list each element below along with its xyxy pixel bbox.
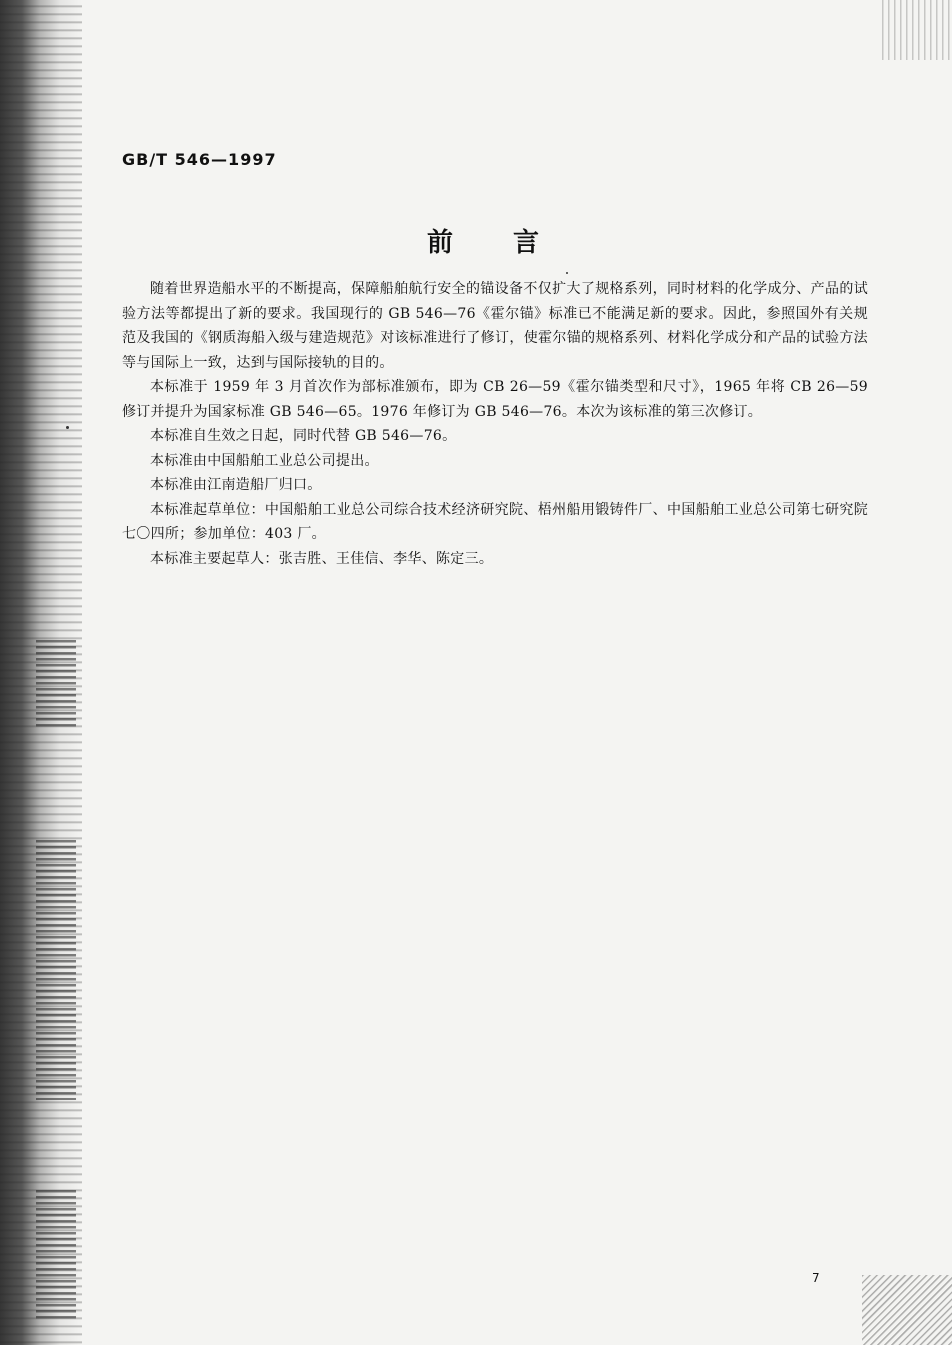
page-title: 前言 xyxy=(426,228,599,258)
page-number: 7 xyxy=(812,1271,820,1285)
paragraph: 随着世界造船水平的不断提高，保障船舶航行安全的锚设备不仅扩大了规格系列，同时材料的化学成分、产品的试验方法等都提出了新的要求。我国现行的 GB 546—76《霍尔锚》标准已不能满足新的要求。因此，参照国外有关规范及我国的《钢质海船入级与建造规范》对该标准进行了修订，使霍尔锚的规格系列、材料化学成分和产品的试验方法等与国际上一致，达到与国际接轨的目的。 xyxy=(122,281,868,371)
paragraph: 本标准主要起草人：张吉胜、王佳信、李华、陈定三。 xyxy=(150,550,494,567)
scan-noise xyxy=(882,0,952,60)
paragraph: 本标准起草单位：中国船舶工业总公司综合技术经济研究院、梧州船用锻铸件厂、中国船舶工业总公司第七研究院七〇四所；参加单位：403 厂。 xyxy=(122,501,868,542)
document-body xyxy=(122,277,868,571)
document-code: GB/T 546—1997 xyxy=(122,150,277,169)
paragraph: 本标准由江南造船厂归口。 xyxy=(150,477,322,493)
scan-binding-band xyxy=(36,840,76,1100)
scan-speck xyxy=(66,426,69,429)
paragraph: 本标准于 1959 年 3 月首次作为部标准颁布，即为 CB 26—59《霍尔锚类型和尺寸》，1965 年将 CB 26—59修订并提升为国家标准 GB 546—65。1976 年修订为 GB 546—76。本次为该标准的第三次修订。 xyxy=(122,379,868,420)
scan-speck xyxy=(566,272,568,274)
paragraph: 本标准由中国船舶工业总公司提出。 xyxy=(150,452,379,469)
paragraph: 本标准自生效之日起，同时代替 GB 546—76。 xyxy=(150,428,457,444)
scan-binding-band xyxy=(36,640,76,730)
scan-binding-band xyxy=(36,1190,76,1320)
scan-noise xyxy=(862,1275,952,1345)
